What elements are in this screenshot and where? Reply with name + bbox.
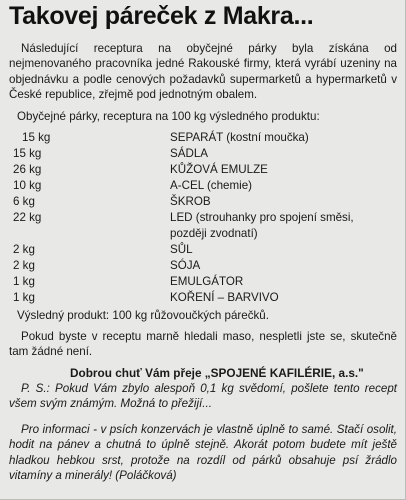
ingredient-qty: 15 kg [13,147,42,160]
postscript: P. S.: Pokud Vám zbylo alespoň 0,1 kg svědomí, pošlete tento recept všem svým známým. Možná to přežijí... [9,382,397,411]
ingredient-name: KOŘENÍ – BARVIVO [170,291,279,304]
ingredient-name: LED (strouhanky pro spojení směsi, [170,211,354,224]
ingredient-name: EMULGÁTOR [170,275,244,288]
ingredient-qty: 26 kg [13,163,42,176]
ingredient-name: A-CEL (chemie) [170,179,253,192]
ingredient-name: SŮL [170,243,193,256]
ingredient-qty: 6 kg [13,195,35,208]
ingredient-name-continued: později zvodnatí) [170,227,258,240]
ingredient-name: SÓJA [170,259,201,272]
ingredient-qty: 22 kg [13,211,42,224]
meat-note: Pokud byste v receptu marně hledali maso, nespletli jste se, skutečně tam žádné není. [9,330,397,359]
intro-paragraph: Následující receptura na obyčejné párky byla získána od nejmenovaného pracovníka jedné Rakouské firmy, která vyrábí uzeniny na objednávku a podle cenových požadavků supermarketů a hypermarketů v České republice, zřejmě pod jednotným obalem. [9,42,397,102]
ingredient-qty: 2 kg [13,259,35,272]
ingredient-name: SÁDLA [170,147,209,160]
result-line: Výsledný produkt: 100 kg růžovoučkých párečků. [17,309,269,322]
ingredient-qty: 10 kg [13,179,42,192]
info-paragraph: Pro informaci - v psích konzervách je vlastně úplně to samé. Stačí osolit, hodit na pánev a chutná to úplně stejně. Akorát potom budete mít ještě hladkou hebkou srst, protože na rozdíl od párků obsahuje psí žrádlo vitamíny a minerály! (Poláčková) [9,423,397,483]
greeting: Dobrou chuť Vám přeje „SPOJENÉ KAFILÉRIE, a.s." [70,366,364,380]
ingredient-name: SEPARÁT (kostní moučka) [170,131,309,144]
recipe-heading: Obyčejné párky, receptura na 100 kg výsledného produktu: [17,110,320,123]
article-title: Takovej páreček z Makra... [9,2,314,30]
ingredient-qty: 1 kg [13,275,35,288]
ingredient-name: ŠKROB [170,195,211,208]
ingredient-name: KŮŽOVÁ EMULZE [170,163,268,176]
ingredient-qty: 1 kg [13,291,35,304]
ingredient-qty: 15 kg [22,131,51,144]
ingredient-qty: 2 kg [13,243,35,256]
